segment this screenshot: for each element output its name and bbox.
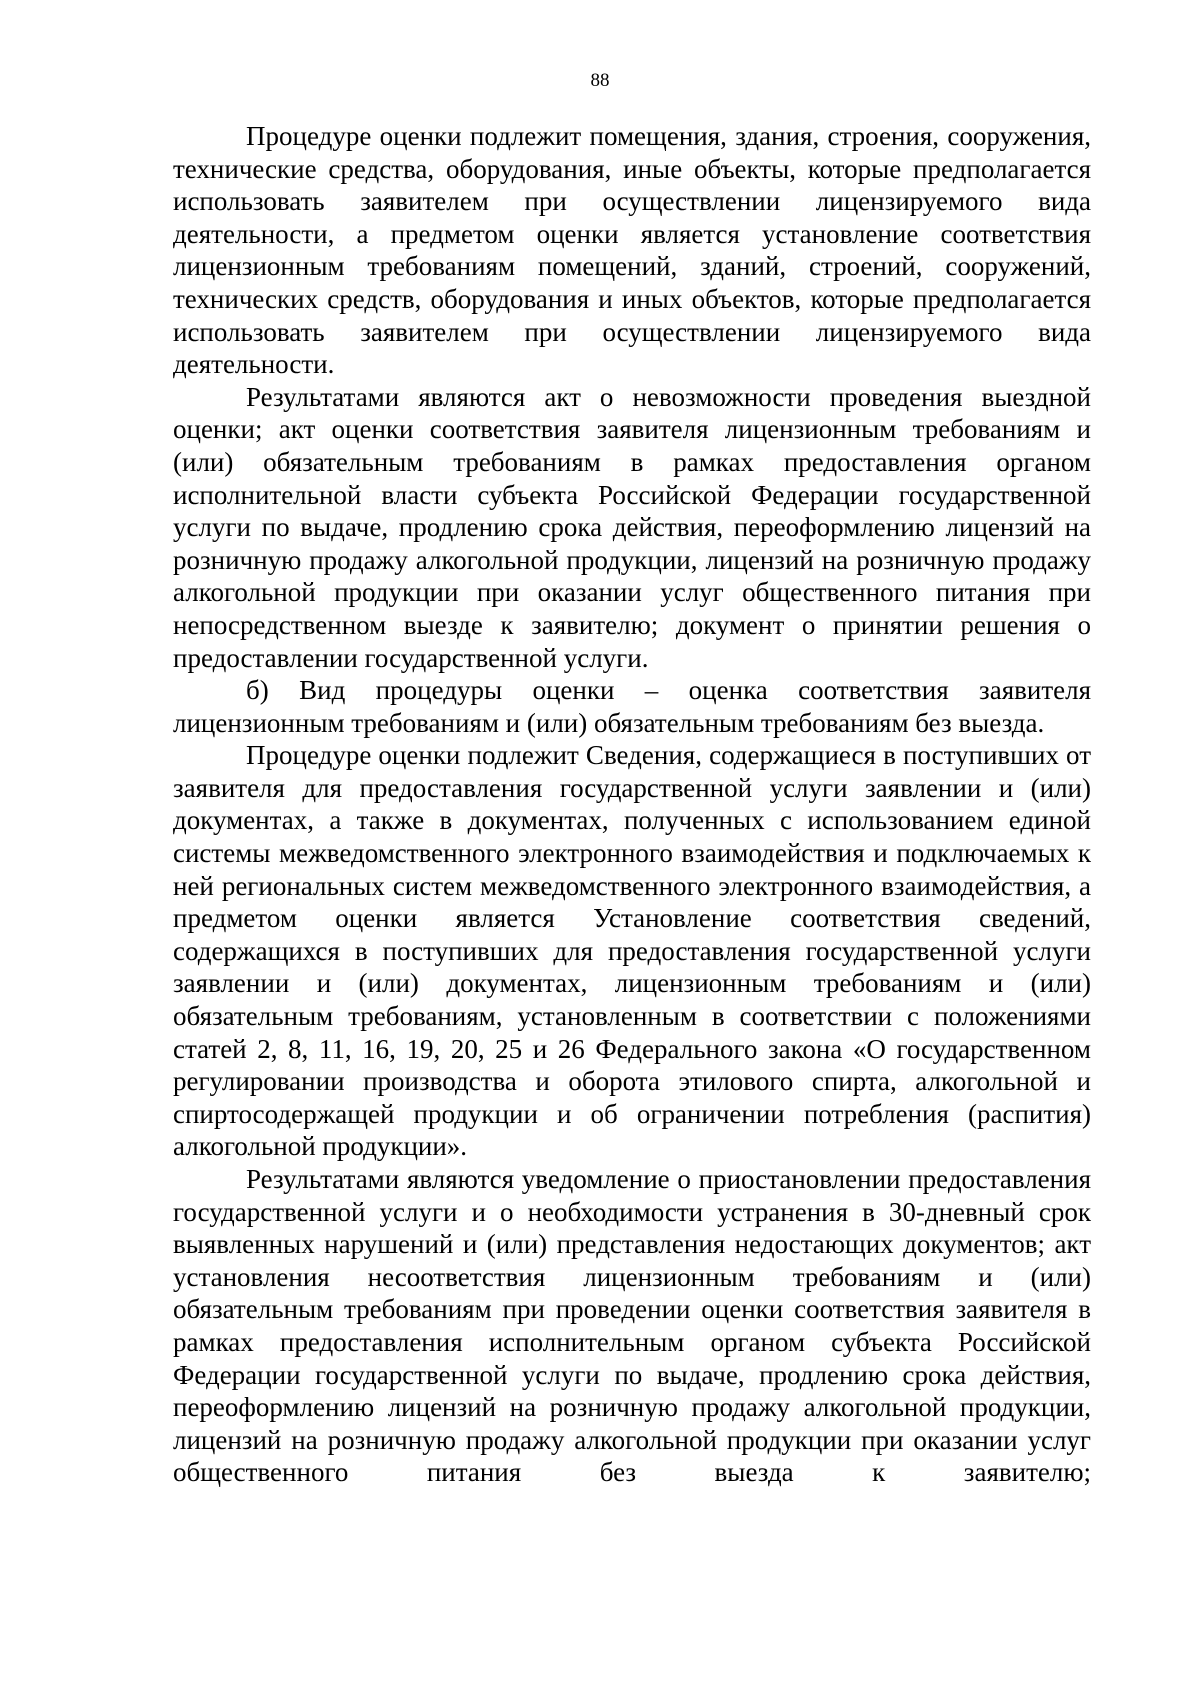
paragraph-procedure-type-b: б) Вид процедуры оценки – оценка соответствия заявителя лицензионным требованиям и (или) обязательным требованиям без выезда. [173, 675, 1091, 738]
page-number: 88 [590, 70, 610, 91]
paragraph-remote-assessment-results: Результатами являются уведомление о приостановлении предоставления государственной услуги и о необходимости устранения в 30-дневный срок выявленных нарушений и (или) представления недостающих документов; акт установления несоответствия лицензионным требованиям и (или) обязательным требованиям при проведении оценки соответствия заявителя в рамках предоставления исполнительным органом субъекта Российской Федерации государственной услуги по выдаче, продлению срока действия, переоформлению лицензий на розничную продажу алкогольной продукции, лицензий на розничную продажу алкогольной продукции при оказании услуг общественного питания без выезда к заявителю; [173, 1164, 1091, 1488]
paragraph-remote-assessment-subject: Процедуре оценки подлежит Сведения, содержащиеся в поступивших от заявителя для предоставления государственной услуги заявлении и (или) документах, а также в документах, полученных с использованием единой системы межведомственного электронного взаимодействия и подключаемых к ней региональных систем межведомственного электронного взаимодействия, а предметом оценки является Установление соответствия сведений, содержащихся в поступивших для предоставления государственной услуги заявлении и (или) документах, лицензионным требованиям и (или) обязательным требованиям, установленным в соответствии с положениями статей 2, 8, 11, 16, 19, 20, 25 и 26 Федерального закона «О государственном регулировании производства и оборота этилового спирта, алкогольной и спиртосодержащей продукции и об ограничении потребления (распития) алкогольной продукции». [173, 740, 1091, 1162]
document-body [173, 120, 1091, 1489]
paragraph-onsite-assessment-results: Результатами являются акт о невозможности проведения выездной оценки; акт оценки соответствия заявителя лицензионным требованиям и (или) обязательным требованиям в рамках предоставления органом исполнительной власти субъекта Российской Федерации государственной услуги по выдаче, продлению срока действия, переоформлению лицензий на розничную продажу алкогольной продукции, лицензий на розничную продажу алкогольной продукции при оказании услуг общественного питания при непосредственном выезде к заявителю; документ о принятии решения о предоставлении государственной услуги. [173, 381, 1091, 673]
paragraph-onsite-assessment-subject: Процедуре оценки подлежит помещения, здания, строения, сооружения, технические средства, оборудования, иные объекты, которые предполагается использовать заявителем при осуществлении лицензируемого вида деятельности, а предметом оценки является установление соответствия лицензионным требованиям помещений, зданий, строений, сооружений, технических средств, оборудования и иных объектов, которые предполагается использовать заявителем при осуществлении лицензируемого вида деятельности. [173, 121, 1091, 380]
